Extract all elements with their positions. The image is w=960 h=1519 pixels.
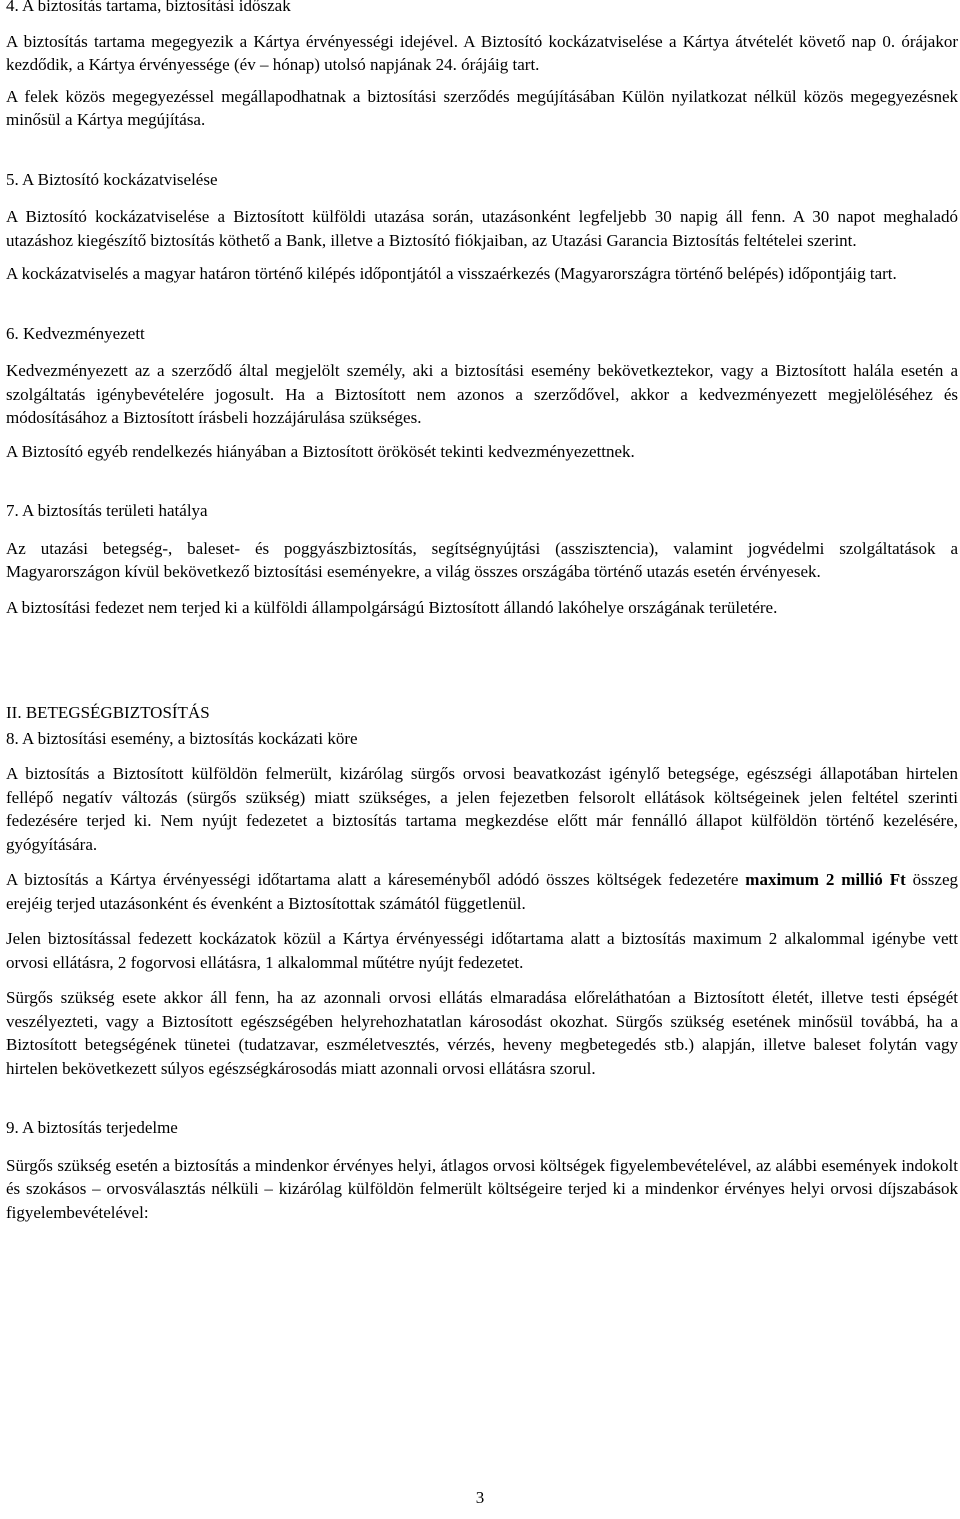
section-5-paragraph-2: A kockázatviselés a magyar határon történő kilépés időpontjától a visszaérkezés (Magyarországra történő belépés) időpontjáig tart. — [6, 264, 897, 283]
section-7-paragraph-1: Az utazási betegség-, baleset- és poggyászbiztosítás, segítségnyújtási (asszisztencia), valamint jogvédelmi szolgáltatások a Magyarországon kívül bekövetkező biztosítási eseményekre, a világ összes országába történő utazás esetén érvényesek. — [6, 538, 958, 581]
section-7-paragraph-2: A biztosítási fedezet nem terjed ki a külföldi állampolgárságú Biztosított állandó lakóhelye országának területére. — [6, 597, 778, 617]
section-4-heading: 4. A biztosítás tartama, biztosítási időszak — [6, 0, 291, 15]
section-8-paragraph-4: Sürgős szükség esete akkor áll fenn, ha az azonnali orvosi ellátás elmaradása előreláthatóan a Biztosított életét, illetve testi épségét veszélyezteti, vagy a Biztosított egészségében helyrehozhatatlan károsodást okozhat. Sürgős szükség esetének minősül továbbá, ha a Biztosított betegségének tünetei (tudatzavar, eszméletvesztés, vérzés, heveny megbetegedés stb.) alapján, illetve baleset folytán vagy hirtelen bekövetkezett súlyos egészségkárosodás miatt azonnali orvosi ellátásra szorul. — [6, 988, 958, 1078]
section-5-heading: 5. A Biztosító kockázatviselése — [6, 169, 218, 189]
section-8-paragraph-1: A biztosítás a Biztosított külföldön felmerült, kizárólag sürgős orvosi beavatkozást igénylő betegsége, egészségi állapotában hirtelen fellépő negatív változás (sürgős szükség) miatt szükséges, a jelen fejezetben felsorolt ellátások költségeinek jelen feltétel szerinti fedezésére terjed ki. Nem nyújt fedezetet a biztosítás tartama megkezdése előtt már fennálló állapot külföldön történő kezelésére, gyógyítására. — [6, 764, 958, 854]
coverage-limit-amount: maximum 2 millió Ft — [745, 870, 906, 889]
section-6-heading: 6. Kedvezményezett — [6, 323, 145, 343]
section-8-paragraph-3: Jelen biztosítással fedezett kockázatok közül a Kártya érvényességi időtartama alatt a biztosítás maximum 2 alkalommal igénybe vett orvosi ellátásra, 2 fogorvosi ellátásra, 1 alkalommal műtétre nyújt fedezetet. — [6, 929, 958, 972]
page-number: 3 — [475, 1488, 485, 1507]
section-9-paragraph-1: Sürgős szükség esetén a biztosítás a mindenkor érvényes helyi, átlagos orvosi költségek figyelembevételével, az alábbi események indokolt és szokásos – orvosválasztás nélküli – kizárólag külföldön felmerült költségeire terjed ki a mindenkor érvényes helyi orvosi díjszabások figyelembevételével: — [6, 1155, 958, 1222]
section-8-paragraph-2-start: A biztosítás a Kártya érvényességi időtartama alatt a káreseményből adódó összes költségek fedezetére — [6, 870, 746, 889]
section-6-paragraph-2: A Biztosító egyéb rendelkezés hiányában a Biztosított örökösét tekinti kedvezményezettnek. — [6, 441, 635, 461]
section-9-heading: 9. A biztosítás terjedelme — [6, 1118, 178, 1137]
section-4-paragraph-2: A felek közös megegyezéssel megállapodhatnak a biztosítási szerződés megújításában Külön nyilatkozat nélkül közös megegyezésnek minősül a Kártya megújítása. — [6, 86, 958, 129]
section-6-paragraph-1: Kedvezményezett az a szerződő által megjelölt személy, aki a biztosítási esemény bekövetkeztekor, vagy a Biztosított halála esetén a szolgáltatás igénybevételére jogosult. Ha a Biztosított nem azonos a szerződővel, akkor a kedvezményezett megjelöléséhez és módosításához a Biztosított írásbeli hozzájárulása szükséges. — [6, 361, 958, 427]
document-page — [6, 0, 958, 1224]
section-8-paragraph-2 — [6, 868, 958, 915]
section-7-heading: 7. A biztosítás területi hatálya — [6, 501, 208, 520]
section-8-paragraph-2-end: összeg erejéig terjed utazásonként és évenként a Biztosítottak számától függetlenül. — [6, 870, 958, 913]
part-2-heading: II. BETEGSÉGBIZTOSÍTÁS — [6, 703, 210, 722]
section-8-heading: 8. A biztosítási esemény, a biztosítás kockázati köre — [6, 728, 358, 748]
section-4-paragraph-1: A biztosítás tartama megegyezik a Kártya érvényességi idejével. A Biztosító kockázatviselése a Kártya átvételét követő nap 0. órájakor kezdődik, a Kártya érvényessége (év – hónap) utolsó napjának 24. órájáig tart. — [6, 31, 958, 74]
section-5-paragraph-1: A Biztosító kockázatviselése a Biztosított külföldi utazása során, utazásonként legfeljebb 30 napig áll fenn. A 30 napot meghaladó utazáshoz kiegészítő biztosítás köthető a Bank, illetve a Biztosító fiókjaiban, az Utazási Garancia Biztosítás feltételei szerint. — [6, 207, 958, 250]
